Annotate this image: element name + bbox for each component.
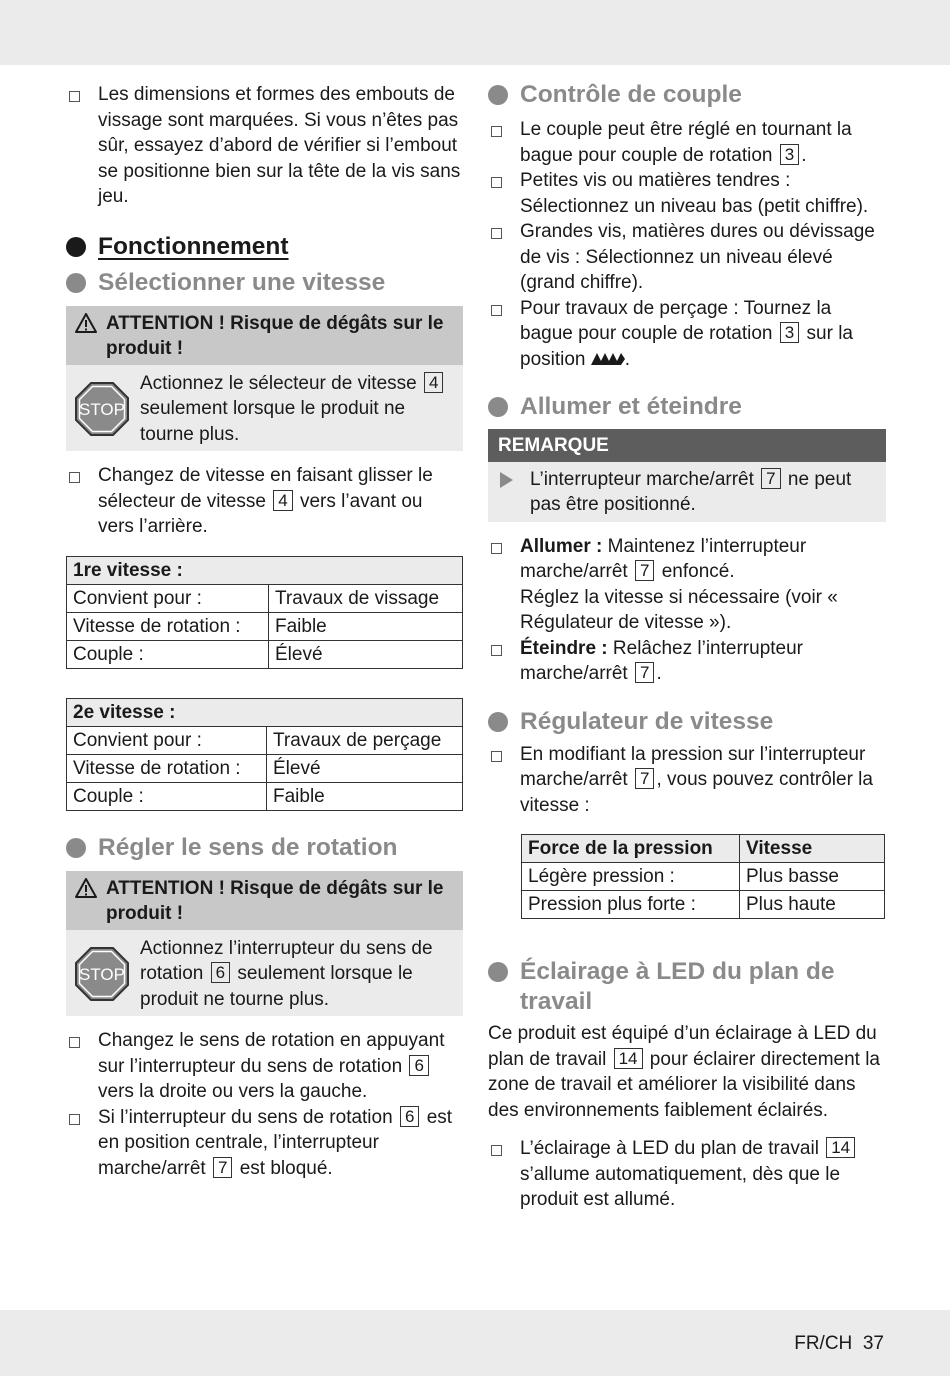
table-row: Convient pour : Travaux de vissage — [67, 584, 463, 612]
table-head: Force de la pression Vitesse — [522, 835, 885, 863]
table-row: Couple : Faible — [67, 782, 463, 810]
table-head: 2e vitesse : — [67, 698, 463, 726]
bullet-dot-icon — [66, 838, 86, 858]
led-paragraph: Ce produit est équipé d’un éclairage à LED du plan de travail 14 pour éclairer directement la zone de travail et améliorer la visibilité dans des environnements faiblement éclairés. — [488, 1023, 880, 1121]
table-row: Légère pression : Plus basse — [522, 863, 885, 891]
speed-warning-box — [66, 306, 463, 452]
torque-heading: Contrôle de couple — [488, 80, 886, 110]
part-number: 6 — [400, 1106, 419, 1127]
onoff-heading: Allumer et éteindre — [488, 392, 886, 422]
part-number: 7 — [635, 768, 654, 789]
section-title: Fonctionnement — [66, 232, 463, 262]
warning-header: ATTENTION ! Risque de dégâts sur le produit ! — [66, 871, 463, 930]
torque-bullet-1: Le couple peut être réglé en tournant la bague pour couple de rotation 3 . — [488, 117, 886, 168]
warning-triangle-icon — [75, 313, 97, 333]
svg-text:STOP: STOP — [79, 399, 125, 419]
arrow-right-icon — [500, 472, 513, 488]
part-number: 7 — [635, 560, 654, 581]
note-header: REMARQUE — [488, 429, 886, 462]
bullet-dot-icon — [488, 712, 508, 732]
bullet-dot-icon — [66, 237, 86, 257]
table-head: 1re vitesse : — [67, 556, 463, 584]
table-row: Vitesse de rotation : Élevé — [67, 754, 463, 782]
warning-triangle-icon — [75, 878, 97, 898]
speed-bullet: Changez de vitesse en faisant glisser le sélecteur de vitesse 4 vers l’avant ou vers l’arrière. — [66, 463, 463, 540]
torque-bullet-4: Pour travaux de perçage : Tournez la bague pour couple de rotation 3 sur la position . — [488, 296, 886, 373]
note-body: L’interrupteur marche/arrêt 7 ne peut pas être positionné. — [488, 462, 886, 522]
off-bullet: Éteindre : Relâchez l’interrupteur marche/arrêt 7 . — [488, 636, 886, 687]
stop-sign-icon — [74, 946, 130, 1002]
torque-bullet-2: Petites vis ou matières tendres : Sélectionnez un niveau bas (petit chiffre). — [488, 168, 886, 219]
warning-text: Actionnez le sélecteur de vitesse 4 seulement lorsque le produit ne tourne plus. — [140, 371, 453, 448]
bullet-dot-icon — [488, 962, 508, 982]
on-bullet: Allumer : Maintenez l’interrupteur marche/arrêt 7 enfoncé. Réglez la vitesse si nécessaire (voir « Régulateur de vitesse »). — [488, 534, 886, 636]
part-number: 7 — [635, 662, 654, 683]
speed2-table — [66, 698, 463, 811]
part-number: 4 — [273, 490, 292, 511]
torque-bullet-3: Grandes vis, matières dures ou dévissage de vis : Sélectionnez un niveau élevé (grand chiffre). — [488, 219, 886, 296]
part-number: 14 — [614, 1048, 643, 1069]
speed1-table — [66, 556, 463, 669]
table-row: Convient pour : Travaux de perçage — [67, 726, 463, 754]
svg-text:STOP: STOP — [79, 964, 125, 984]
warning-body — [66, 930, 463, 1017]
led-bullet: L’éclairage à LED du plan de travail 14 s’allume automatiquement, dès que le produit est allumé. — [488, 1136, 886, 1213]
bullet-dot-icon — [488, 85, 508, 105]
speed-heading: Sélectionner une vitesse — [66, 268, 463, 298]
regulator-bullet: En modifiant la pression sur l’interrupteur marche/arrêt 7 , vous pouvez contrôler la vitesse : — [488, 742, 886, 819]
part-number: 14 — [826, 1137, 855, 1158]
warning-body — [66, 365, 463, 452]
part-number: 6 — [211, 962, 230, 983]
part-number: 3 — [780, 322, 799, 343]
page-number: 37 — [862, 1333, 884, 1354]
left-column — [66, 80, 463, 1181]
pressure-table — [521, 834, 885, 919]
rotation-warning-box — [66, 871, 463, 1017]
table-row: Couple : Élevé — [67, 640, 463, 668]
stop-sign-icon — [74, 381, 130, 437]
rotation-bullet-2: Si l’interrupteur du sens de rotation 6 est en position centrale, l’interrupteur marche/arrêt 7 est bloqué. — [66, 1105, 463, 1182]
note-box — [488, 429, 886, 522]
led-heading: Éclairage à LED du plan de travail — [488, 957, 886, 1017]
part-number: 6 — [409, 1055, 428, 1076]
bullet-dot-icon — [488, 397, 508, 417]
intro-bullet: Les dimensions et formes des embouts de vissage sont marquées. Si vous n’êtes pas sûr, essayez d’abord de vérifier si l’embout se positionne bien sur la tête de la vis sans jeu. — [66, 82, 463, 210]
page-footer: FR/CH 37 — [794, 1333, 884, 1354]
part-number: 7 — [213, 1157, 232, 1178]
drill-mode-icon — [591, 352, 625, 366]
rotation-heading: Régler le sens de rotation — [66, 833, 463, 863]
table-row: Pression plus forte : Plus haute — [522, 891, 885, 919]
warning-header: ATTENTION ! Risque de dégâts sur le produit ! — [66, 306, 463, 365]
right-column — [488, 80, 886, 1213]
part-number: 4 — [424, 372, 443, 393]
bullet-dot-icon — [66, 273, 86, 293]
part-number: 3 — [780, 144, 799, 165]
table-row: Vitesse de rotation : Faible — [67, 612, 463, 640]
part-number: 7 — [761, 468, 780, 489]
warning-text: Actionnez l’interrupteur du sens de rotation 6 seulement lorsque le produit ne tourne plus. — [140, 937, 433, 1010]
regulator-heading: Régulateur de vitesse — [488, 707, 886, 737]
rotation-bullet-1: Changez le sens de rotation en appuyant sur l’interrupteur du sens de rotation 6 vers la droite ou vers la gauche. — [66, 1028, 463, 1105]
top-band — [0, 0, 950, 65]
